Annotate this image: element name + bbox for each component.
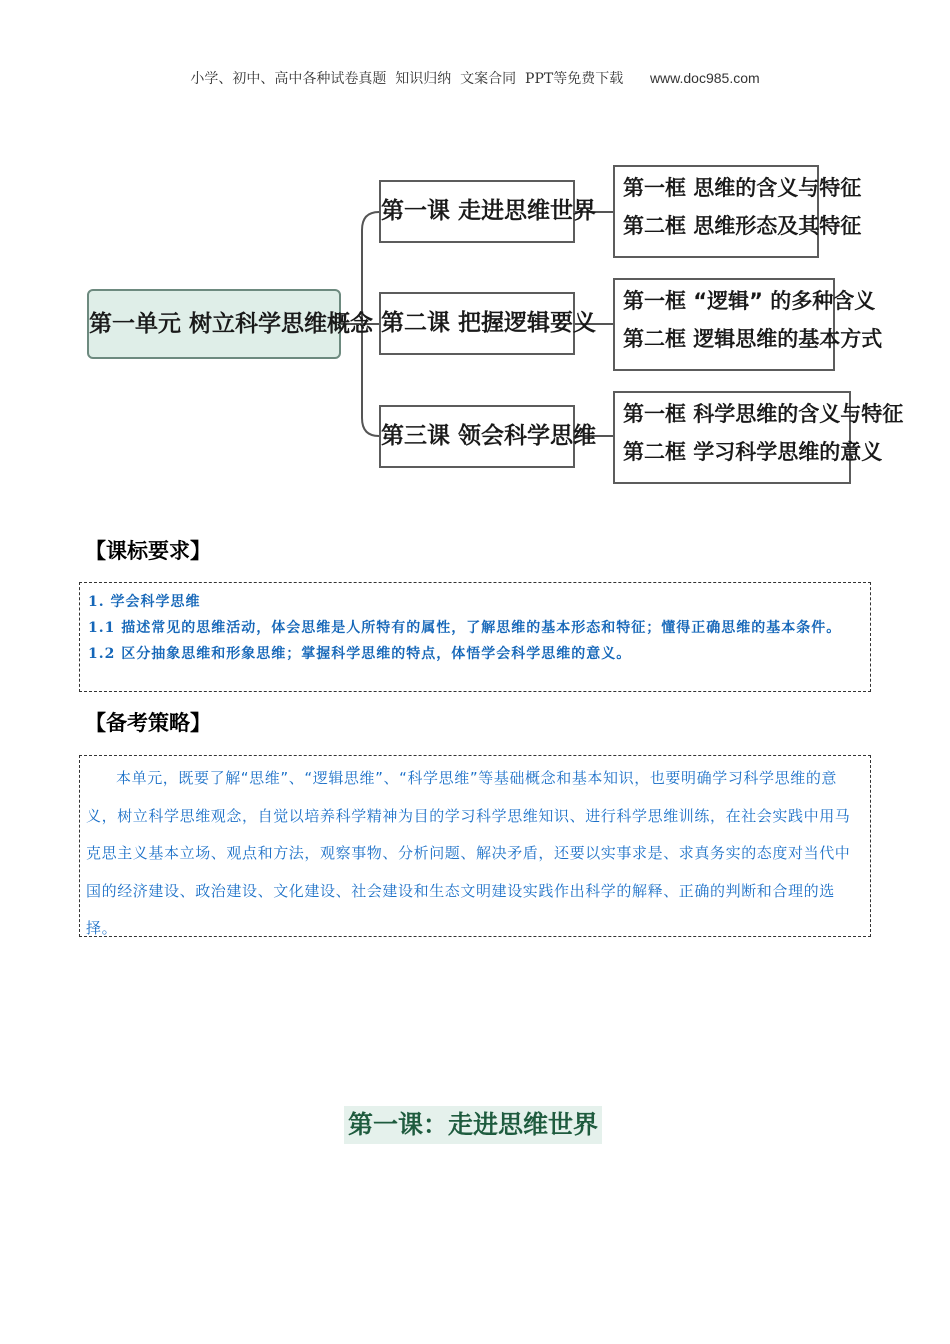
mind-map: [0, 0, 950, 520]
frames-node-3: [613, 391, 904, 484]
frame-item: 第一框 思维的含义与特征: [623, 176, 862, 200]
frame-item: 第一框 科学思维的含义与特征: [623, 402, 904, 426]
lesson-node-1: 第一课 走进思维世界: [379, 180, 575, 243]
requirement-line: 1.1 描述常见的思维活动，体会思维是人所特有的属性，了解思维的基本形态和特征；懂得正确思维的基本条件。: [88, 620, 842, 636]
frame-item: 第一框 “逻辑” 的多种含义: [623, 289, 876, 313]
strategy-text: 本单元，既要了解“思维”、“逻辑思维”、“科学思维”等基础概念和基本知识，也要明确学习科学思维的意义，树立科学思维观念，自觉以培养科学精神为目的学习科学思维知识、进行科学思维训练，在社会实践中用马克思主义基本立场、观点和方法，观察事物、分析问题、解决矛盾，还要以实事求是、求真务实的态度对当代中国的经济建设、政治建设、文化建设、社会建设和生态文明建设实践作出科学的解释、正确的判断和合理的选择。: [86, 769, 851, 937]
strategy-title: 【备考策略】: [85, 711, 211, 735]
requirement-line: 1. 学会科学思维: [88, 594, 201, 610]
frames-node-1: [613, 165, 862, 258]
frames-node-2: [613, 278, 883, 371]
header-site: www.doc985.com: [649, 70, 760, 86]
requirement-line: 1.2 区分抽象思维和形象思维；掌握科学思维的特点，体悟学会科学思维的意义。: [88, 646, 632, 662]
frame-item: 第二框 思维形态及其特征: [623, 214, 862, 238]
strategy-box: [79, 755, 871, 937]
header-text: 小学、初中、高中各种试卷真题 知识归纳 文案合同 PPT等免费下载: [190, 71, 624, 87]
requirements-box: [79, 582, 871, 692]
frame-item: 第二框 学习科学思维的意义: [623, 440, 883, 464]
mind-map-root: 第一单元 树立科学思维概念: [87, 289, 341, 359]
lesson-node-3: 第三课 领会科学思维: [379, 405, 575, 468]
lesson-heading: 第一课：走进思维世界: [344, 1106, 602, 1144]
frame-item: 第二框 逻辑思维的基本方式: [623, 327, 883, 351]
requirements-title: 【课标要求】: [85, 539, 211, 563]
lesson-node-2: 第二课 把握逻辑要义: [379, 292, 575, 355]
